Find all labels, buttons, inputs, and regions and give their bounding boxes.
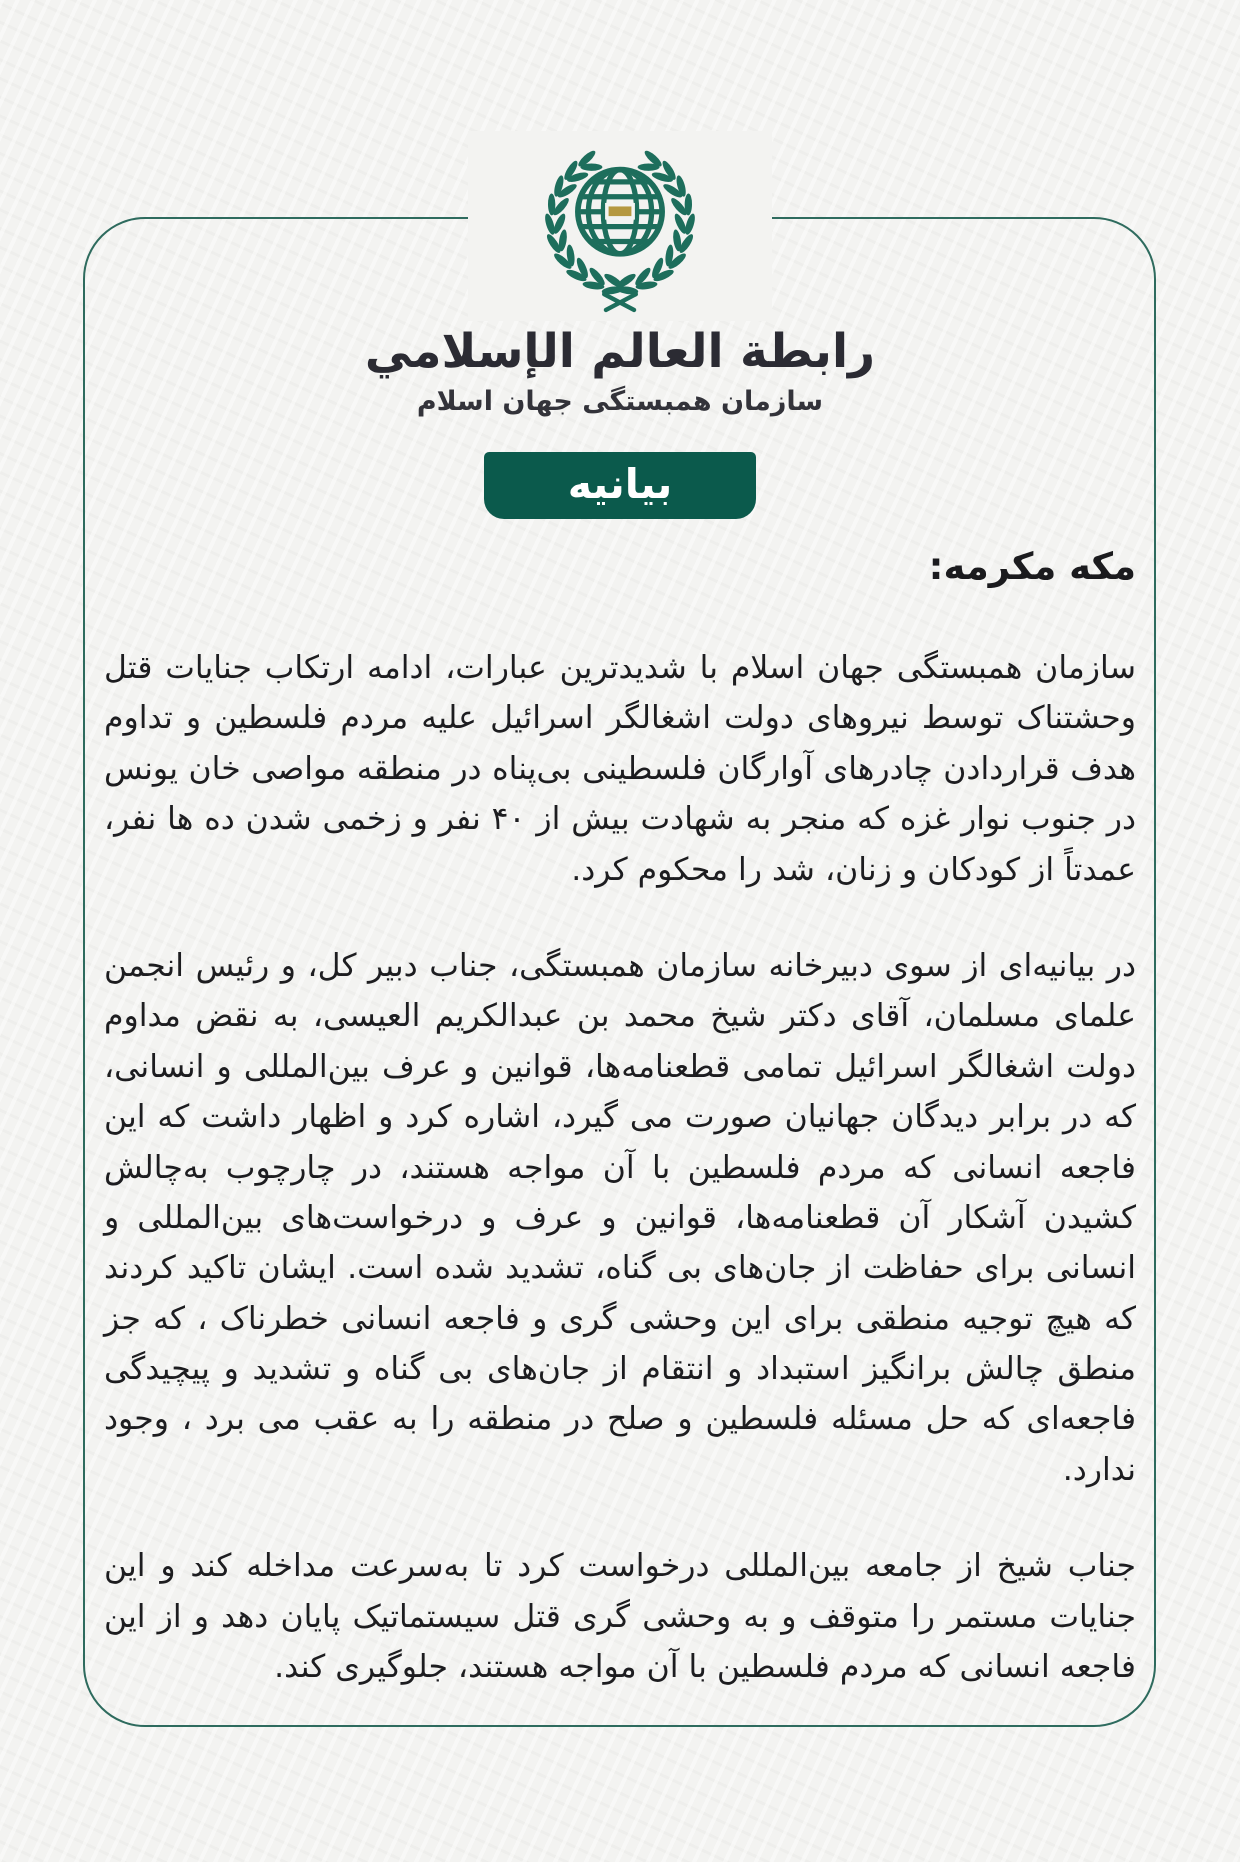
header <box>0 131 1240 519</box>
paragraph-3: جناب شیخ از جامعه بین‌المللی درخواست کرد تا به‌سرعت مداخله کند و این جنایات مستمر را متوقف و به وحشی گری قتل سیستماتیک پایان دهد و از این فاجعه انسانی که مردم فلسطین با آن مواجه هستند، جلوگیری کند. <box>104 1548 1136 1686</box>
calligraphy-title: رابطة العالم الإسلامي <box>364 324 876 379</box>
city-heading: مکه مکرمه: <box>928 545 1136 588</box>
statement-body <box>104 545 1136 1692</box>
statement-banner: بیانیه <box>484 452 756 519</box>
globe-laurel-wreath-icon <box>532 131 708 317</box>
paragraph-1: سازمان همبستگی جهان اسلام با شدیدترین عبارات، ادامه ارتکاب جنایات قتل وحشتناک توسط نیروهای دولت اشغالگر اسرائیل علیه مردم فلسطین و تداوم هدف قراردادن چادرهای آوارگان فلسطینی بی‌پناه در منطقه مواصی خان یونس در جنوب نوار غزه که منجر به شهادت بیش از ۴۰ نفر و زخمی شدن ده ها نفر، عمدتاً از کودکان و زنان، شد را محکوم کرد. <box>104 650 1136 888</box>
kaaba-band <box>609 206 632 216</box>
logo-wrap <box>468 131 772 321</box>
paragraph-2: در بیانیه‌ای از سوی دبیرخانه سازمان همبستگی، جناب دبیر کل، و رئیس انجمن علمای مسلمان، آقای دکتر شیخ محمد بن عبدالکریم العیسی، به نقض مداوم دولت اشغالگر اسرائیل تمامی قطعنامه‌ها، قوانین و عرف بین‌المللی و انسانی، که در برابر دیدگان جهانیان صورت می گیرد، اشاره کرد و اظهار داشت که این فاجعه انسانی که مردم فلسطین با آن مواجه هستند، در چارچوب به‌چالش کشیدن آشکار آن قطعنامه‌ها، قوانین و عرف و درخواست‌های بین‌المللی و انسانی برای حفاظت از جان‌های بی گناه، تشدید شده است. ایشان تاکید کردند که هیچ توجیه منطقی برای این وحشی گری و فاجعه انسانی خطرناک ، که جز منطق چالش برانگیز استبداد و انتقام از جان‌های بی گناه و تشدید و پیچیدگی فاجعه‌ای که حل مسئله فلسطین و صلح در منطقه را به عقب می برد ، وجود ندارد. <box>104 947 1136 1488</box>
org-name: سازمان همبستگی جهان اسلام <box>416 385 824 417</box>
